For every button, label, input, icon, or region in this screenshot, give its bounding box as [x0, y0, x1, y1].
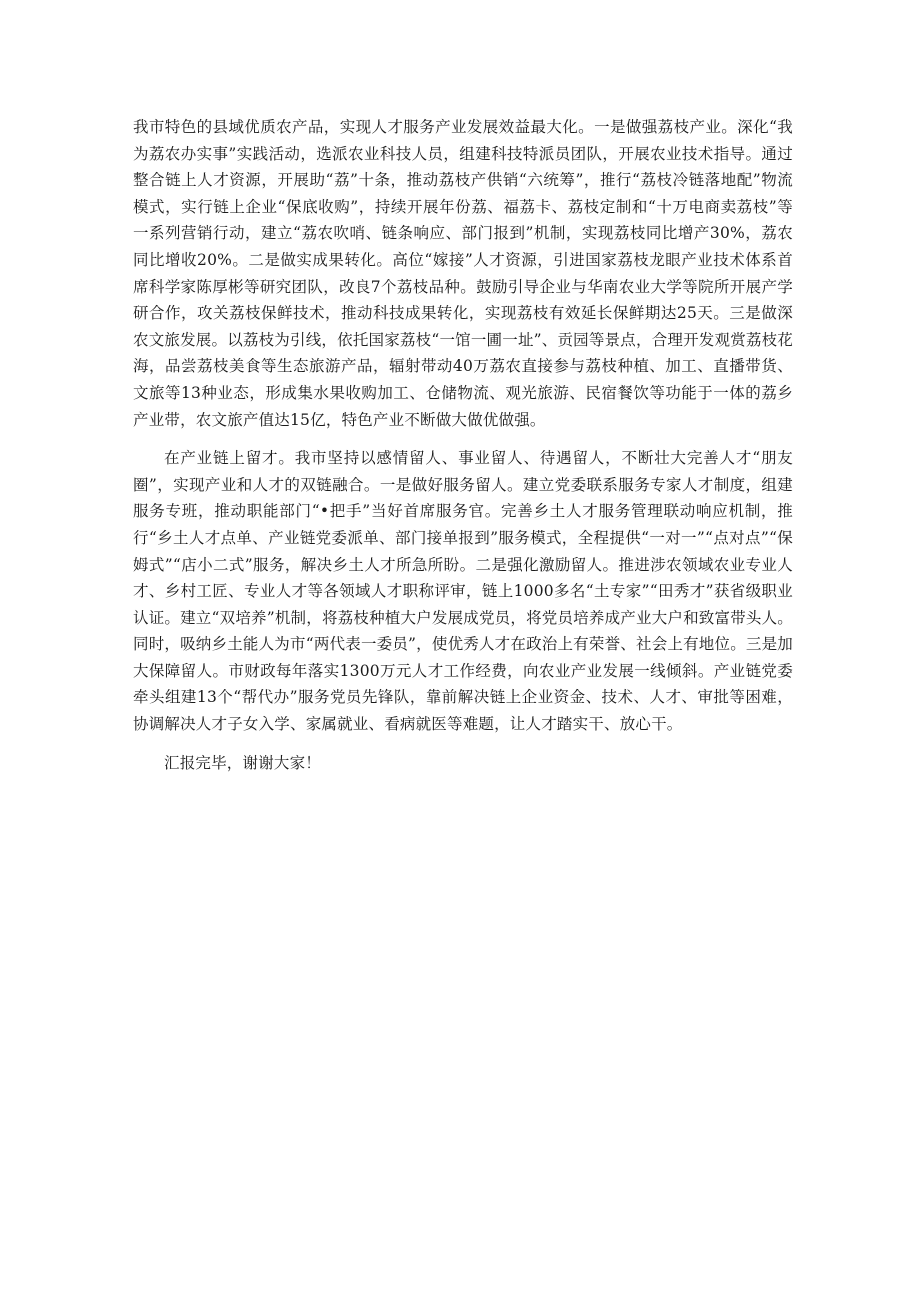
paragraph-closing: 汇报完毕，谢谢大家！ [164, 753, 322, 772]
paragraph-lychee-industry: 我市特色的县域优质农产品，实现人才服务产业发展效益最大化。一是做强荔枝产业。深化“我为荔农办实事”实践活动，选派农业科技人员，组建科技特派员团队，开展农业技术指导。通过整合链上人才资源，开展助“荔”十条，推动荔枝产供销“六统筹”，推行“荔枝冷链落地配”物流模式，实行链上企业“保底收购”，持续开展年份荔、福荔卡、荔枝定制和“十万电商卖荔枝”等一系列营销行动，建立“荔农吹哨、链条响应、部门报到”机制，实现荔枝同比增产30%，荔农同比增收20%。二是做实成果转化。高位“嫁接”人才资源，引进国家荔枝龙眼产业技术体系首席科学家陈厚彬等研究团队，改良7个荔枝品种。鼓励引导企业与华南农业大学等院所开展产学研合作，攻关荔枝保鲜技术，推动科技成果转化，实现荔枝有效延长保鲜期达25天。三是做深农文旅发展。以荔枝为引线，依托国家荔枝“一馆一圃一址”、贡园等景点，合理开发观赏荔枝花海，品尝荔枝美食等生态旅游产品，辐射带动40万荔农直接参与荔枝种植、加工、直播带货、文旅等13种业态，形成集水果收购加工、仓储物流、观光旅游、民宿餐饮等功能于一体的荔乡产业带，农文旅产值达15亿，特色产业不断做大做优做强。 [133, 118, 793, 429]
document-body [133, 114, 793, 788]
paragraph-retain-talent: 在产业链上留才。我市坚持以感情留人、事业留人、待遇留人，不断壮大完善人才“朋友圈”，实现产业和人才的双链融合。一是做好服务留人。建立党委联系服务专家人才制度，组建服务专班，推动职能部门“•把手”当好首席服务官。完善乡土人才服务管理联动响应机制，推行“乡土人才点单、产业链党委派单、部门接单报到”服务模式，全程提供“一对一”“点对点”“保姆式”“店小二式”服务，解决乡土人才所急所盼。二是强化激励留人。推进涉农领域农业专业人才、乡村工匠、专业人才等各领域人才职称评审，链上1000多名“土专家”“田秀才”获省级职业认证。建立“双培养”机制，将荔枝种植大户发展成党员，将党员培养成产业大户和致富带头人。同时，吸纳乡土能人为市“两代表一委员”，使优秀人才在政治上有荣誉、社会上有地位。三是加大保障留人。市财政每年落实1300万元人才工作经费，向农业产业发展一线倾斜。产业链党委牵头组建13个“帮代办”服务党员先锋队，靠前解决链上企业资金、技术、人才、审批等困难，协调解决人才子女入学、家属就业、看病就医等难题，让人才踏实干、放心干。 [133, 449, 793, 734]
